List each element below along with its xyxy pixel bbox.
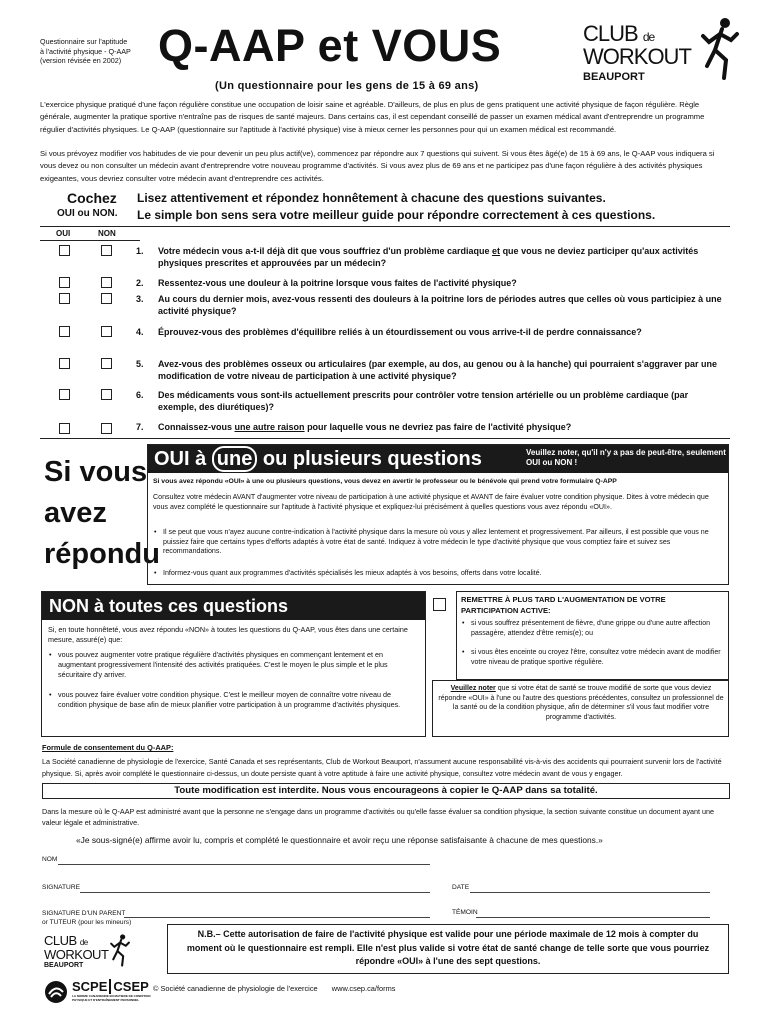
- intro-paragraph: L'exercice physique pratiqué d'une façon régulière constitue une occupation de loisir saine et agréable. D'ailleurs, de plus en plus de gens pratiquent une activité physique de façon régulière. Règle générale, augmenter la pratique sportive n'entraîne pas de risques de santé majeurs. Dans certains cas, il est cependant conseillé de passer un examen médical avant d'entreprendre un programme régulier d'activités physiques. Le Q-AAP (questionnaire sur l'aptitude à l'activité physique) vise à mieux cerner les personnes pour qui un examen médical est recommandé.: [40, 100, 705, 134]
- signature-label: SIGNATURE: [42, 884, 80, 891]
- checkbox-q2-non[interactable]: [101, 277, 112, 288]
- club-logo: CLUB de WORKOUT BEAUPORT: [583, 20, 743, 92]
- club-logo-footer: CLUB de WORKOUT BEAUPORT: [44, 934, 134, 976]
- runner-icon: [693, 16, 743, 88]
- veuillez-noter-box: Veuillez noter que si votre état de santé se trouve modifié de sorte que vous deviez répondre «OUI» à l'une ou l'autre des questions précédentes, consultez un professionnel de la santé ou de la condition physique, afin de déterminer s'il vous faut modifier votre programme d'activités.: [432, 680, 729, 737]
- scpe-logo: SCPE CSEP LA NORME CANADIENNE EN MATIÈRE DE CONDITION PHYSIQUE ET D'ENTRAÎNEMENT PERSONNEL: [44, 980, 154, 1006]
- modification-banner: Toute modification est interdite. Nous vous encourageons à copier le Q-AAP dans sa totalité.: [42, 783, 730, 799]
- question-3: 3. Au cours du dernier mois, avez-vous ressenti des douleurs à la poitrine lors de périodes autres que celles où vous participiez à une activité physique?: [136, 294, 722, 316]
- nom-label: NOM: [42, 856, 58, 863]
- question-7: 7. Connaissez-vous une autre raison pour laquelle vous ne devriez pas faire de l'activité physique?: [136, 422, 572, 432]
- date-label: DATE: [452, 884, 470, 891]
- instruction-line-2: Le simple bon sens sera votre meilleur guide pour répondre correctement à ces questions.: [137, 208, 656, 222]
- checkbox-q4-non[interactable]: [101, 326, 112, 337]
- parent-label: SIGNATURE D'UN PARENT or TUTEUR (pour les mineurs): [42, 910, 132, 926]
- legal-text: Dans la mesure où le Q-AAP est administré avant que la personne ne s'engage dans un programme d'activités ou qu'elle fasse évaluer sa condition physique, la section suivante constitue un document ayant une valeur légale et administrative.: [42, 807, 715, 827]
- si-vous-avez-repondu: Si vous avez répondu: [44, 456, 160, 570]
- csep-link[interactable]: www.csep.ca/forms: [331, 984, 396, 993]
- question-6: 6. Des médicaments vous sont-ils actuellement prescrits pour contrôler votre tension artérielle ou un problème cardiaque (par exemple, des diurétiques)?: [136, 390, 689, 412]
- non-section-header: NON à toutes ces questions: [42, 592, 425, 620]
- nb-box: N.B.– Cette autorisation de faire de l'activité physique est valide pour une période maximale de 12 mois à compter du moment où le questionnaire est rempli. Elle n'est plus valide si votre état de santé change de telle sorte que vous pourriez répondre «OUI» à l'une des sept questions.: [167, 924, 729, 974]
- date-field[interactable]: [470, 892, 710, 893]
- temoin-field[interactable]: [476, 917, 710, 918]
- checkbox-q5-non[interactable]: [101, 358, 112, 369]
- checkbox-q6-non[interactable]: [101, 389, 112, 400]
- instruction-line-1: Lisez attentivement et répondez honnêtement à chacune des questions suivantes.: [137, 191, 606, 205]
- col-non-header: NON: [98, 229, 116, 238]
- declaration: «Je sous-signé(e) affirme avoir lu, compris et complété le questionnaire et avoir reçu une réponse satisfaisante à chacune de mes questions.»: [76, 835, 603, 845]
- oui-section-header: OUI à une ou plusieurs questions Veuillez noter, qu'il n'y a pas de peut-être, seulement OUI ou NON !: [148, 445, 728, 473]
- temoin-label: TÉMOIN: [452, 909, 478, 916]
- intro-paragraph-2: Si vous prévoyez modifier vos habitudes de vie pour devenir un peu plus actif(ve), commencez par répondre aux 7 questions qui suivent. Si vous êtes âgé(e) de 15 à 69 ans, le Q-AAP vous indiquera si vous devez ou non consulter un médecin avant d'entreprendre votre nouveau programme d'activités. Si vous avez plus de 69 ans et ne participez pas d'une façon régulière à des activités physiques exigeantes, vous devriez consulter votre médecin avant d'entreprendre ces activités.: [40, 149, 715, 183]
- divider: [40, 438, 730, 439]
- checkbox-q1-oui[interactable]: [59, 245, 70, 256]
- col-oui-header: OUI: [56, 229, 71, 238]
- checkbox-q3-oui[interactable]: [59, 293, 70, 304]
- corner-note: Questionnaire sur l'aptitude à l'activité physique - Q-AAP (version révisée en 2002): [40, 37, 131, 65]
- divider: [40, 240, 140, 241]
- question-5: 5. Avez-vous des problèmes osseux ou articulaires (par exemple, au dos, au genou ou à la hanche) qui pourraient s'aggraver par une modification de votre niveau de participation à une activité physique?: [136, 359, 717, 381]
- checkbox-q2-oui[interactable]: [59, 277, 70, 288]
- cochez-label: Cochez: [67, 190, 117, 206]
- page-title: Q-AAP et VOUS: [158, 20, 502, 71]
- parent-field[interactable]: [124, 917, 430, 918]
- consent-title: Formule de consentement du Q-AAP:: [42, 743, 174, 752]
- signature-field[interactable]: [80, 892, 430, 893]
- page-subtitle: (Un questionnaire pour les gens de 15 à 69 ans): [215, 80, 479, 92]
- copyright: © Société canadienne de physiologie de l'exercice www.csep.ca/forms: [153, 984, 396, 993]
- checkbox-q7-oui[interactable]: [59, 423, 70, 434]
- checkbox-q4-oui[interactable]: [59, 326, 70, 337]
- question-1: 1. Votre médecin vous a-t-il déjà dit que vous souffriez d'un problème cardiaque et que vous ne deviez participer qu'aux activités physiques prescrites et approuvées par un médecin?: [136, 246, 699, 268]
- runner-icon: [106, 932, 132, 972]
- checkbox-q5-oui[interactable]: [59, 358, 70, 369]
- checkbox-q3-non[interactable]: [101, 293, 112, 304]
- oui-section: OUI à une ou plusieurs questions Veuillez noter, qu'il n'y a pas de peut-être, seulement OUI ou NON ! Si vous avez répondu «OUI» à une ou plusieurs questions, vous devez en avertir le professeur ou le bénévole qui prend votre formulaire Q-APP Consultez votre médecin AVANT d'augmenter votre niveau de participation à une activité physique et AVANT de faire évaluer votre condition physique. Dites à votre médecin que vous avez complété le questionnaire sur l'aptitude à l'activité physique et expliquez-lui précisément à quelles questions vous avez répondu «OUI». • Il se peut que vous n'ayez aucune contre-indication à l'activité physique dans la mesure où vous y allez lentement et progressivement. Par ailleurs, il est possible que vous ne puissiez faire que certains types d'efforts adaptés à votre état de santé. Indiquez à votre médecin le type d'activité physique que vous comptiez faire et suivez ses recommandations. • Informez-vous quant aux programmes d'activités spécialisés les mieux adaptés à vos besoins, offerts dans votre localité.: [147, 444, 729, 585]
- divider: [40, 226, 730, 227]
- remettre-checkbox[interactable]: [433, 598, 446, 611]
- nom-field[interactable]: [58, 864, 430, 865]
- scpe-emblem-icon: [44, 980, 68, 1004]
- checkbox-q6-oui[interactable]: [59, 389, 70, 400]
- checkbox-q7-non[interactable]: [101, 423, 112, 434]
- consent-text: La Société canadienne de physiologie de l'exercice, Santé Canada et ses représentants, Club de Workout Beauport, n'assument aucune responsabilité vis-à-vis des accidents qui pourraient survenir lors de l'activité physique. Si, après avoir complété le questionnaire ci-dessus, un doute persiste quant à votre aptitude à faire une activité physique, consultez votre médecin avant de vous y engager.: [42, 757, 722, 778]
- remettre-section: REMETTRE À PLUS TARD L'AUGMENTATION DE VOTRE PARTICIPATION ACTIVE: • si vous souffrez présentement de fièvre, d'une grippe ou d'une autre affection passagère, attendez d'être remis(e); ou • si vous êtes enceinte ou croyez l'être, consultez votre médecin avant de modifier votre niveau de pratique sportive régulière.: [456, 591, 729, 680]
- question-2: 2. Ressentez-vous une douleur à la poitrine lorsque vous faites de l'activité physique?: [136, 278, 517, 288]
- oui-ou-non-label: OUI ou NON.: [57, 208, 118, 219]
- checkbox-q1-non[interactable]: [101, 245, 112, 256]
- non-section: NON à toutes ces questions Si, en toute honnêteté, vous avez répondu «NON» à toutes les questions du Q-AAP, vous êtes dans une certaine mesure, assuré(e) que: • vous pouvez augmenter votre pratique régulière d'activités physiques en commençant lentement et en augmentant progressivement l'intensité des activités pratiquées. C'est le moyen le plus simple et le plus sécuritaire d'y arriver. • vous pouvez faire évaluer votre condition physique. C'est le meilleur moyen de connaître votre niveau de condition physique de base afin de mieux planifier votre participation à un programme d'activités physiques.: [41, 591, 426, 737]
- question-4: 4. Éprouvez-vous des problèmes d'équilibre reliés à un étourdissement ou vous arrive-t-il de perdre connaissance?: [136, 327, 642, 337]
